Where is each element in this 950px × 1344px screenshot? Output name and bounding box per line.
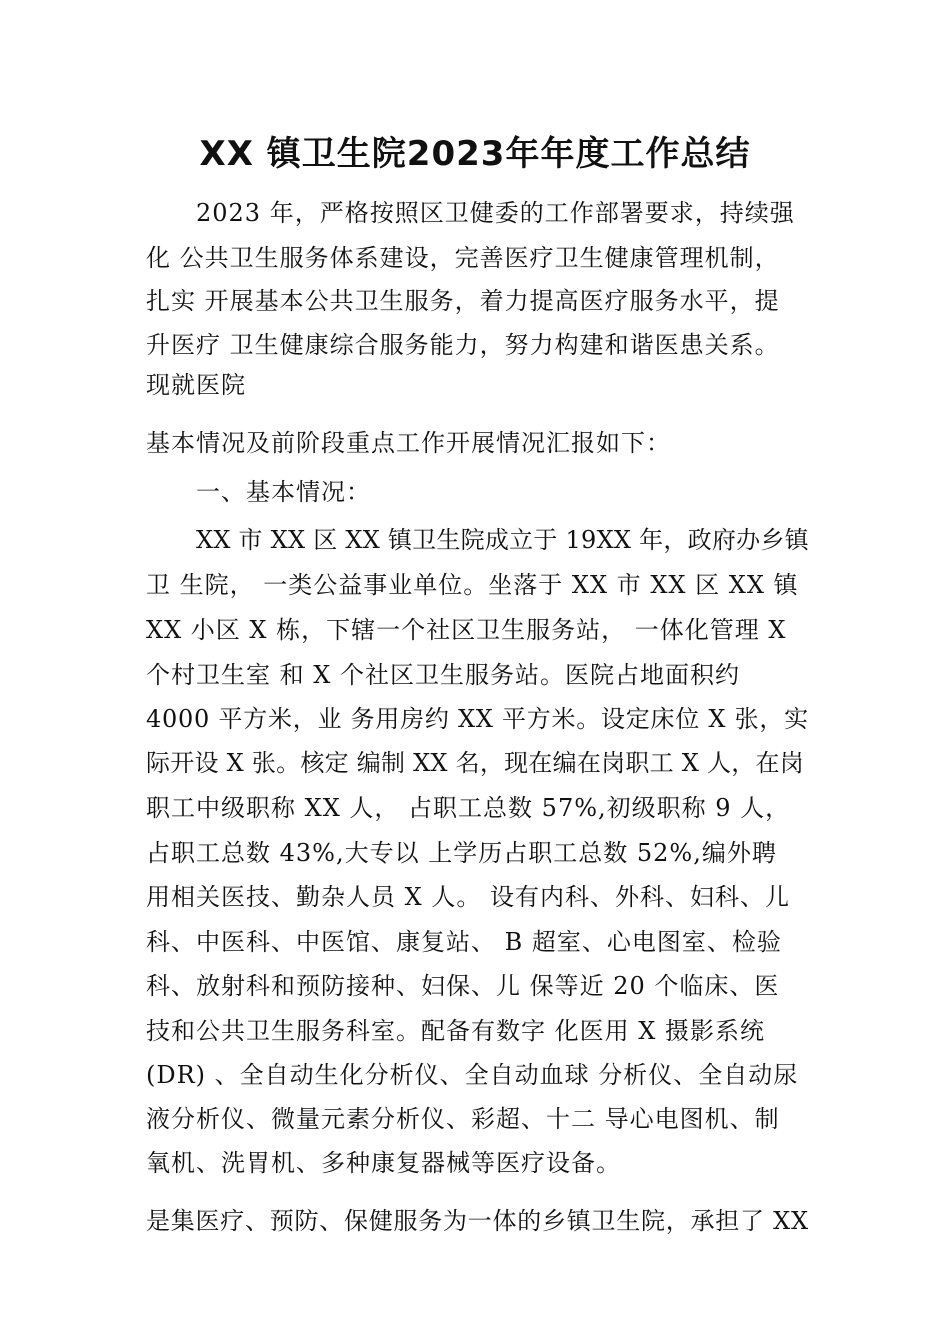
paragraph-3-line-1: XX 市 XX 区 XX 镇卫生院成立于 19XX 年，政府办乡镇 xyxy=(196,526,809,554)
paragraph-3-line-5: 4000 平方米，业 务用房约 XX 平方米。设定床位 X 张，实 xyxy=(146,705,809,733)
paragraph-1-line-5: 现就医院 xyxy=(146,371,246,399)
paragraph-1-line-2: 化 公共卫生服务体系建设，完善医疗卫生健康管理机制， xyxy=(146,244,780,272)
paragraph-3-line-4: 个村卫生室 和 X 个社区卫生服务站。医院占地面积约 xyxy=(146,661,740,689)
paragraph-3-line-14: 液分析仪、微量元素分析仪、彩超、十二 导心电图机、制 xyxy=(146,1105,780,1133)
paragraph-1-line-3: 扎实 开展基本公共卫生服务，着力提高医疗服务水平，提 xyxy=(146,287,780,315)
paragraph-2: 基本情况及前阶段重点工作开展情况汇报如下： xyxy=(146,429,671,457)
paragraph-3-line-7: 职工中级职称 XX 人， 占职工总数 57%,初级职称 9 人， xyxy=(146,794,791,822)
document-title: XX 镇卫生院2023年年度工作总结 xyxy=(199,134,751,174)
paragraph-3-line-15: 氧机、洗胃机、多种康复器械等医疗设备。 xyxy=(146,1149,621,1177)
section-1-heading: 一、基本情况： xyxy=(196,478,371,506)
paragraph-4: 是集医疗、预防、保健服务为一体的乡镇卫生院，承担了 XX xyxy=(146,1207,809,1235)
paragraph-3-line-13: (DR) 、全自动生化分析仪、全自动血球 分析仪、全自动尿 xyxy=(146,1061,799,1089)
paragraph-3-line-6: 际开设 X 张。核定 编制 XX 名，现在编在岗职工 X 人，在岗 xyxy=(146,749,804,777)
paragraph-3-line-11: 科、放射科和预防接种、妇保、儿 保等近 20 个临床、医 xyxy=(146,972,780,1000)
paragraph-1-line-4: 升医疗 卫生健康综合服务能力，努力构建和谐医患关系。 xyxy=(146,331,780,359)
paragraph-3-line-3: XX 小区 X 栋，下辖一个社区卫生服务站， 一体化管理 X xyxy=(146,616,787,644)
paragraph-1-line-1: 2023 年，严格按照区卫健委的工作部署要求，持续强 xyxy=(196,199,795,227)
paragraph-3-line-12: 技和公共卫生服务科室。配备有数字 化医用 X 摄影系统 xyxy=(146,1017,765,1045)
paragraph-3-line-8: 占职工总数 43%,大专以 上学历占职工总数 52%,编外聘 xyxy=(146,839,777,867)
paragraph-3-line-10: 科、中医科、中医馆、康复站、 B 超室、心电图室、检验 xyxy=(146,928,782,956)
paragraph-3-line-2: 卫 生院， 一类公益事业单位。坐落于 XX 市 XX 区 XX 镇 xyxy=(146,571,799,599)
paragraph-3-line-9: 用相关医技、勤杂人员 X 人。 设有内科、外科、妇科、儿 xyxy=(146,883,790,911)
